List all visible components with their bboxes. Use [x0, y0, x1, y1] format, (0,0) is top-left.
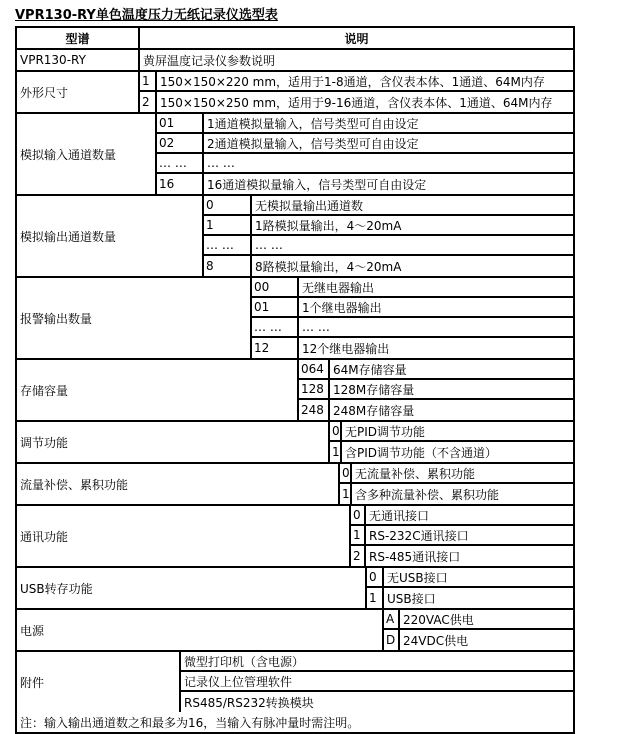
section-communication: [17, 506, 573, 568]
code-cell: 0: [367, 568, 384, 586]
code-cell: 01: [252, 298, 299, 316]
description-cell: 无模拟量输出通道数: [255, 198, 364, 213]
option-rows: [384, 610, 573, 650]
table-row: [299, 360, 573, 380]
category-cell-dimensions: 外形尺寸: [17, 72, 140, 112]
page-title: VPR130-RY单色温度压力无纸记录仪选型表: [15, 8, 278, 23]
code-cell: 2: [351, 546, 366, 566]
code-cell: 1: [351, 526, 366, 544]
option-rows: [367, 568, 573, 608]
category-cell-flow-compensation: 流量补偿、累积功能: [17, 464, 340, 504]
code-cell: 128: [299, 380, 330, 398]
description-cell: 黄屏温度记录仪参数说明: [143, 53, 276, 68]
code-cell: 02: [157, 134, 204, 152]
option-rows: [181, 652, 573, 712]
table-row: [204, 236, 573, 256]
table-row: [157, 134, 573, 154]
section-pid-regulation: [17, 422, 573, 464]
category-cell-communication: 通讯功能: [17, 506, 351, 566]
selection-table: [15, 26, 575, 734]
description-cell: 24VDC供电: [403, 633, 469, 648]
code-cell: 16: [157, 174, 204, 194]
table-row: [204, 256, 573, 276]
category-cell-accessories: 附件: [17, 652, 181, 712]
description-cell: … …: [207, 156, 235, 170]
note-text: 注：输入输出通道数之和最多为16，当输入有脉冲量时需注明。: [20, 715, 360, 730]
table-row: [157, 174, 573, 194]
section-usb-transfer: [17, 568, 573, 610]
option-rows: [299, 360, 573, 420]
section-alarm-outputs: [17, 278, 573, 360]
table-row: [367, 588, 573, 608]
code-cell: 01: [157, 114, 204, 132]
description-cell: 无通讯接口: [369, 508, 430, 523]
table-row: [384, 630, 573, 650]
table-row: [140, 50, 573, 70]
table-row: [340, 484, 573, 504]
description-cell: 248M存储容量: [333, 403, 415, 418]
code-cell: A: [384, 610, 400, 628]
section-flow-compensation: [17, 464, 573, 506]
description-cell: RS485/RS232转换模块: [184, 695, 314, 710]
option-rows: [140, 72, 573, 112]
table-row: [181, 692, 573, 712]
description-cell: 128M存储容量: [333, 382, 415, 397]
description-cell: 1路模拟量输出，4～20mA: [255, 218, 402, 233]
table-header-row: [17, 28, 573, 50]
description-cell: USB接口: [387, 591, 436, 606]
table-row: [252, 318, 573, 338]
header-cell-description: 说明: [344, 31, 369, 46]
description-cell: 8路模拟量输出，4～20mA: [255, 259, 402, 274]
option-rows: [330, 422, 573, 462]
table-row: [181, 652, 573, 672]
table-row: [299, 380, 573, 400]
note-row: [17, 712, 573, 732]
description-cell: 220VAC供电: [403, 612, 474, 627]
code-cell: 1: [204, 216, 252, 234]
code-cell: 0: [340, 464, 352, 482]
description-cell: 64M存储容量: [333, 362, 407, 377]
table-row: [367, 568, 573, 588]
table-row: [140, 72, 573, 92]
table-row: [384, 610, 573, 630]
description-cell: 12个继电器输出: [302, 341, 390, 356]
code-cell: 1: [330, 442, 342, 462]
code-cell: 12: [252, 338, 299, 358]
code-cell: D: [384, 630, 400, 650]
code-cell: 8: [204, 256, 252, 276]
header-cell-model-spectrum: 型谱: [17, 28, 140, 48]
description-cell: 无流量补偿、累积功能: [355, 466, 476, 481]
section-model: [17, 50, 573, 72]
code-cell: 0: [351, 506, 366, 524]
table-row: [252, 298, 573, 318]
description-cell: 含PID调节功能（不含通道）: [345, 445, 498, 460]
table-row: [181, 672, 573, 692]
section-dimensions: [17, 72, 573, 114]
description-cell: 记录仪上位管理软件: [184, 674, 293, 689]
section-analog-input-channels: [17, 114, 573, 196]
code-cell: 00: [252, 278, 299, 296]
code-cell: 0: [330, 422, 342, 440]
section-storage-capacity: [17, 360, 573, 422]
code-cell: 1: [340, 484, 352, 504]
description-cell: 微型打印机（含电源）: [184, 654, 305, 669]
description-cell: 2通道模拟量输入，信号类型可自由设定: [207, 136, 419, 151]
category-cell-alarm-outputs: 报警输出数量: [17, 278, 252, 358]
table-row: [157, 114, 573, 134]
description-cell: 150×150×220 mm，适用于1-8通道，含仪表本体、1通道、64M内存: [160, 74, 545, 89]
table-row: [351, 526, 573, 546]
table-row: [252, 278, 573, 298]
description-cell: 无PID调节功能: [345, 424, 426, 439]
description-cell: RS-232C通讯接口: [369, 528, 469, 543]
code-cell: … …: [157, 154, 204, 172]
table-body: [17, 50, 573, 712]
table-row: [330, 442, 573, 462]
table-row: [351, 506, 573, 526]
table-row: [330, 422, 573, 442]
code-cell: 1: [140, 72, 157, 90]
category-cell-pid-regulation: 调节功能: [17, 422, 330, 462]
code-cell: 248: [299, 400, 330, 420]
table-row: [299, 400, 573, 420]
code-cell: 0: [204, 196, 252, 214]
table-row: [140, 92, 573, 112]
description-cell: 无继电器输出: [302, 280, 375, 295]
code-cell: … …: [252, 318, 299, 336]
code-cell: 064: [299, 360, 330, 378]
table-row: [252, 338, 573, 358]
section-analog-output-channels: [17, 196, 573, 278]
option-rows: [157, 114, 573, 194]
option-rows: [204, 196, 573, 276]
description-cell: 含多种流量补偿、累积功能: [355, 487, 500, 502]
code-cell: 1: [367, 588, 384, 608]
description-cell: 1个继电器输出: [302, 300, 382, 315]
option-rows: [140, 50, 573, 70]
category-cell-storage-capacity: 存储容量: [17, 360, 299, 420]
table-row: [204, 216, 573, 236]
table-row: [340, 464, 573, 484]
category-cell-analog-input-channels: 模拟输入通道数量: [17, 114, 157, 194]
description-cell: 无USB接口: [387, 570, 448, 585]
option-rows: [351, 506, 573, 566]
category-cell-model: VPR130-RY: [17, 50, 140, 70]
category-cell-power-supply: 电源: [17, 610, 384, 650]
table-row: [204, 196, 573, 216]
category-cell-analog-output-channels: 模拟输出通道数量: [17, 196, 204, 276]
table-row: [351, 546, 573, 566]
description-cell: 16通道模拟量输入，信号类型可自由设定: [207, 177, 427, 192]
description-cell: … …: [255, 238, 283, 252]
description-cell: 150×150×250 mm，适用于9-16通道，含仪表本体、1通道、64M内存: [160, 95, 553, 110]
description-cell: 1通道模拟量输入，信号类型可自由设定: [207, 116, 419, 131]
section-accessories: [17, 652, 573, 712]
option-rows: [252, 278, 573, 358]
description-cell: RS-485通讯接口: [369, 549, 461, 564]
code-cell: 2: [140, 92, 157, 112]
section-power-supply: [17, 610, 573, 652]
option-rows: [340, 464, 573, 504]
category-cell-usb-transfer: USB转存功能: [17, 568, 367, 608]
code-cell: … …: [204, 236, 252, 254]
description-cell: … …: [302, 320, 330, 334]
table-row: [157, 154, 573, 174]
